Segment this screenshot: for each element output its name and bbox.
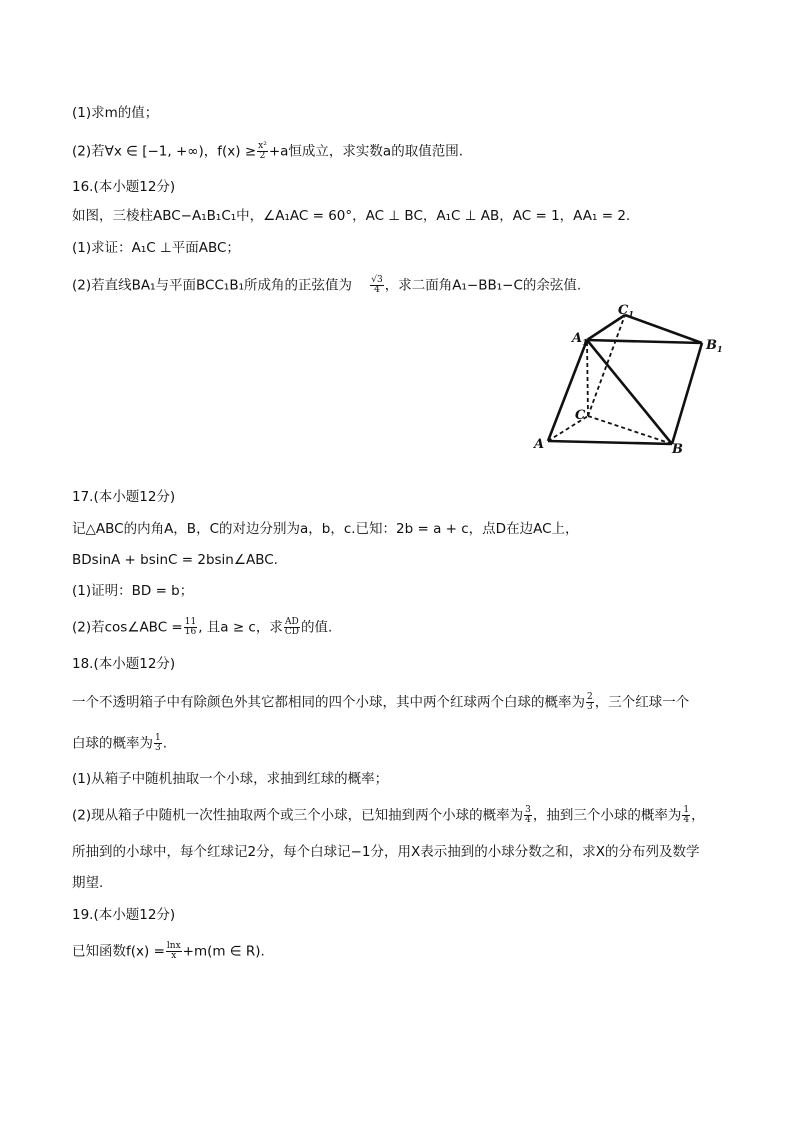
- edge-A1B: [587, 340, 672, 444]
- edge-BB1: [672, 343, 702, 444]
- p15-q2-pre: (2)若∀x ∈ [−1, +∞)，f(x) ≥: [72, 143, 257, 160]
- p16-stem: 如图，三棱柱ABC−A₁B₁C₁中，∠A₁AC = 60°，AC ⊥ BC，A₁C ⊥ AB，AC = 1，AA₁ = 2.: [72, 208, 631, 224]
- p15-q2-post: +a恒成立，求实数a的取值范围.: [268, 143, 463, 160]
- p15-q1: (1)求m的值；: [72, 105, 159, 121]
- p18-stem2-post: .: [162, 735, 168, 752]
- p17-q2-post: 的值.: [300, 619, 333, 636]
- p16-header: 16.(本小题12分): [72, 179, 176, 195]
- p16-q2-post: ，求二面角A₁−BB₁−C的余弦值.: [384, 277, 582, 294]
- p17-header: 17.(本小题12分): [72, 489, 176, 505]
- p17-stem2: BDsinA + bsinC = 2bsin∠ABC.: [72, 552, 278, 568]
- p19-header: 19.(本小题12分): [72, 907, 176, 923]
- label-C1: $C_1$: [618, 303, 634, 319]
- p18-q1: (1)从箱子中随机抽取一个小球，求抽到红球的概率；: [72, 771, 389, 787]
- edge-A1C1: [587, 315, 625, 340]
- edge-AB: [548, 441, 672, 444]
- p17-stem1: 记△ABC的内角A，B，C的对边分别为a，b，c.已知：2b = a + c，点D在边AC上，: [72, 521, 579, 537]
- p16-q2-fraction: $\frac{√3}{4}$: [371, 275, 383, 295]
- p18-stem1-fraction: $\frac{2}{3}$: [587, 692, 593, 712]
- p18-stem1: [72, 693, 689, 712]
- p16-q2: [72, 276, 581, 295]
- p19-stem-fraction: $\frac{\ln x}{x}$: [166, 941, 181, 961]
- p17-q2: [72, 618, 332, 637]
- label-B1: $B_1$: [706, 338, 723, 354]
- p19-stem-pre: 已知函数f(x) =: [72, 943, 165, 960]
- p18-q2-fraction2: $\frac{1}{4}$: [683, 805, 690, 825]
- p18-stem2-fraction: $\frac{1}{3}$: [155, 733, 161, 753]
- edge-CA1-hidden: [587, 340, 588, 416]
- label-A: A: [534, 437, 545, 452]
- label-C: C: [575, 408, 586, 423]
- edge-A1B1: [587, 340, 702, 343]
- edge-C1B1: [625, 315, 702, 343]
- p18-stem2-pre: 白球的概率为: [72, 735, 153, 752]
- p17-q1: (1)证明：BD = b；: [72, 583, 194, 599]
- p15-q2: [72, 142, 463, 161]
- p18-q2-line3: 期望.: [72, 875, 104, 891]
- p18-header: 18.(本小题12分): [72, 656, 176, 672]
- p18-q2-mid: ，抽到三个小球的概率为: [532, 807, 682, 824]
- p19-stem: [72, 942, 265, 961]
- p17-q2-mid: , 且a ≥ c，求: [198, 619, 283, 636]
- p19-stem-post: +m(m ∈ R).: [182, 943, 265, 960]
- p18-q2-post: ，: [691, 807, 705, 824]
- p18-q2-pre: (2)现从箱子中随机一次性抽取两个或三个小球，已知抽到两个小球的概率为: [72, 807, 524, 824]
- p18-stem1-pre: 一个不透明箱子中有除颜色外其它都相同的四个小球，其中两个红球两个白球的概率为: [72, 694, 585, 711]
- p18-stem2: [72, 734, 167, 753]
- p18-stem1-post: ，三个红球一个: [594, 694, 690, 711]
- p18-q2-fraction: $\frac{3}{4}$: [525, 805, 531, 825]
- prism-figure: [532, 298, 732, 460]
- p17-q2-fraction2: $\frac{AD}{CD}$: [284, 617, 299, 637]
- p17-q2-pre: (2)若cos∠ABC =: [72, 619, 183, 636]
- edge-AA1: [548, 340, 587, 441]
- p16-q1: (1)求证：A₁C ⊥平面ABC；: [72, 240, 240, 256]
- label-A1: $A_1$: [572, 331, 588, 347]
- p18-q2: [72, 806, 705, 825]
- p17-q2-fraction: $\frac{11}{16}$: [184, 617, 197, 637]
- p16-q2-pre: (2)若直线BA₁与平面BCC₁B₁所成角的正弦值为: [72, 277, 352, 294]
- p15-q2-fraction: $\frac{\text{x²}}{2}$: [258, 141, 267, 161]
- p18-q2-line2: 所抽到的小球中，每个红球记2分，每个白球记−1分，用X表示抽到的小球分数之和，求X的分布列及数学: [72, 844, 700, 860]
- label-B: B: [672, 442, 683, 457]
